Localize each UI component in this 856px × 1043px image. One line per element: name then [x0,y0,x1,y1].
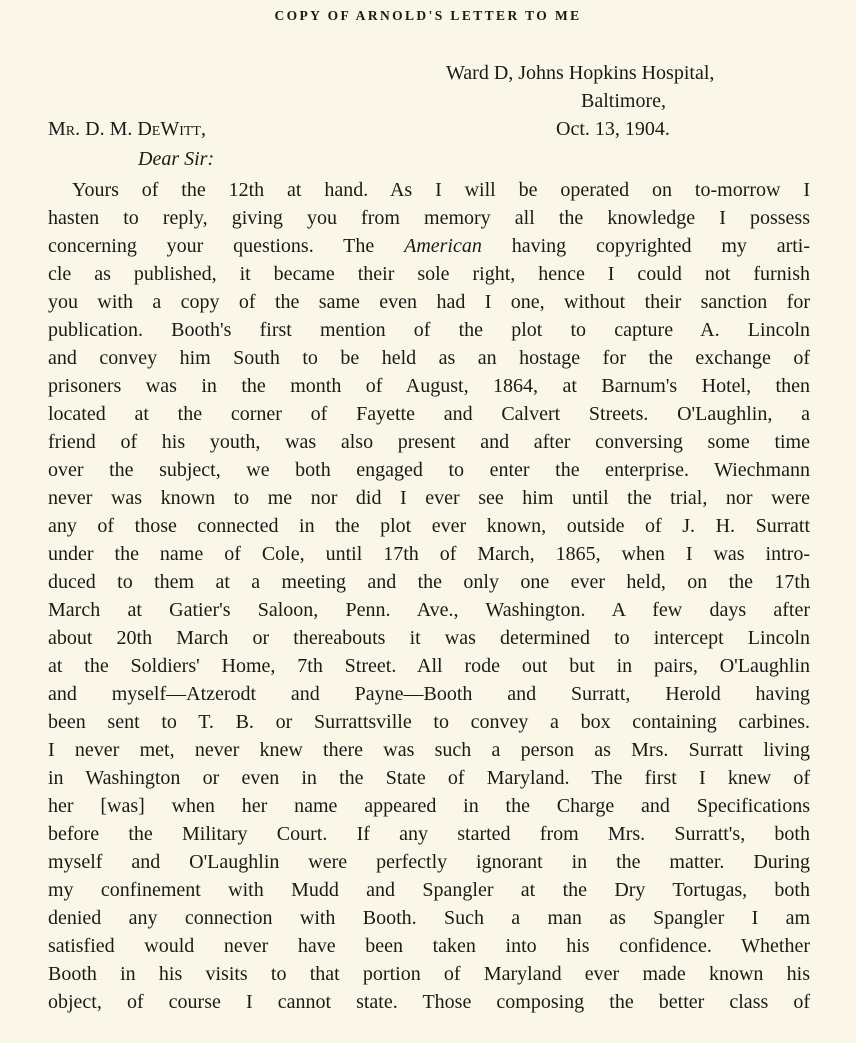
body-line: in Washington or even in the State of Maryland. The first I knew of [48,767,810,789]
body-line: before the Military Court. If any started from Mrs. Surratt's, both [48,823,810,845]
running-head: COPY OF ARNOLD'S LETTER TO ME [274,8,582,23]
letter-date: Oct. 13, 1904. [556,118,670,140]
body-line: I never met, never knew there was such a person as Mrs. Surratt living [48,739,810,761]
salutation: Dear Sir: [138,148,215,170]
body-line: been sent to T. B. or Surrattsville to convey a box containing carbines. [48,711,810,733]
address-line-2: Baltimore, [581,90,666,112]
body-line: at the Soldiers' Home, 7th Street. All rode out but in pairs, O'Laughlin [48,655,810,677]
body-line: Yours of the 12th at hand. As I will be operated on to-morrow I [72,179,810,201]
body-line: object, of course I cannot state. Those composing the better class of [48,991,810,1013]
body-line: publication. Booth's first mention of the plot to capture A. Lincoln [48,319,810,341]
body-line: her [was] when her name appeared in the Charge and Specifications [48,795,810,817]
body-line: located at the corner of Fayette and Calvert Streets. O'Laughlin, a [48,403,810,425]
body-line: satisfied would never have been taken into his confidence. Whether [48,935,810,957]
address-line-1: Ward D, Johns Hopkins Hospital, [446,62,715,84]
body-line-part: having copyrighted my arti- [481,235,811,257]
publication-title: American [404,235,482,257]
body-line: hasten to reply, giving you from memory all the knowledge I possess [48,207,810,229]
recipient-name: Mr. D. M. DeWitt, [48,118,206,140]
body-line: under the name of Cole, until 17th of March, 1865, when I was intro- [48,543,810,565]
body-line: denied any connection with Booth. Such a man as Spangler I am [48,907,810,929]
body-line: and myself—Atzerodt and Payne—Booth and Surratt, Herold having [48,683,810,705]
body-line: cle as published, it became their sole right, hence I could not furnish [48,263,810,285]
body-line: friend of his youth, was also present and after conversing some time [48,431,810,453]
body-line: March at Gatier's Saloon, Penn. Ave., Washington. A few days after [48,599,810,621]
body-line-with-italic [48,232,810,260]
body-line: you with a copy of the same even had I one, without their sanction for [48,291,810,313]
body-line: Booth in his visits to that portion of Maryland ever made known his [48,963,810,985]
body-line: any of those connected in the plot ever known, outside of J. H. Surratt [48,515,810,537]
body-line: duced to them at a meeting and the only one ever held, on the 17th [48,571,810,593]
body-line: and convey him South to be held as an hostage for the exchange of [48,347,810,369]
body-line: about 20th March or thereabouts it was determined to intercept Lincoln [48,627,810,649]
body-line: over the subject, we both engaged to enter the enterprise. Wiechmann [48,459,810,481]
letter-body [48,176,810,1016]
body-line: my confinement with Mudd and Spangler at the Dry Tortugas, both [48,879,810,901]
body-line-part: concerning your questions. The [48,235,405,257]
body-line: myself and O'Laughlin were perfectly ignorant in the matter. During [48,851,810,873]
body-line: prisoners was in the month of August, 1864, at Barnum's Hotel, then [48,375,810,397]
body-line: never was known to me nor did I ever see him until the trial, nor were [48,487,810,509]
